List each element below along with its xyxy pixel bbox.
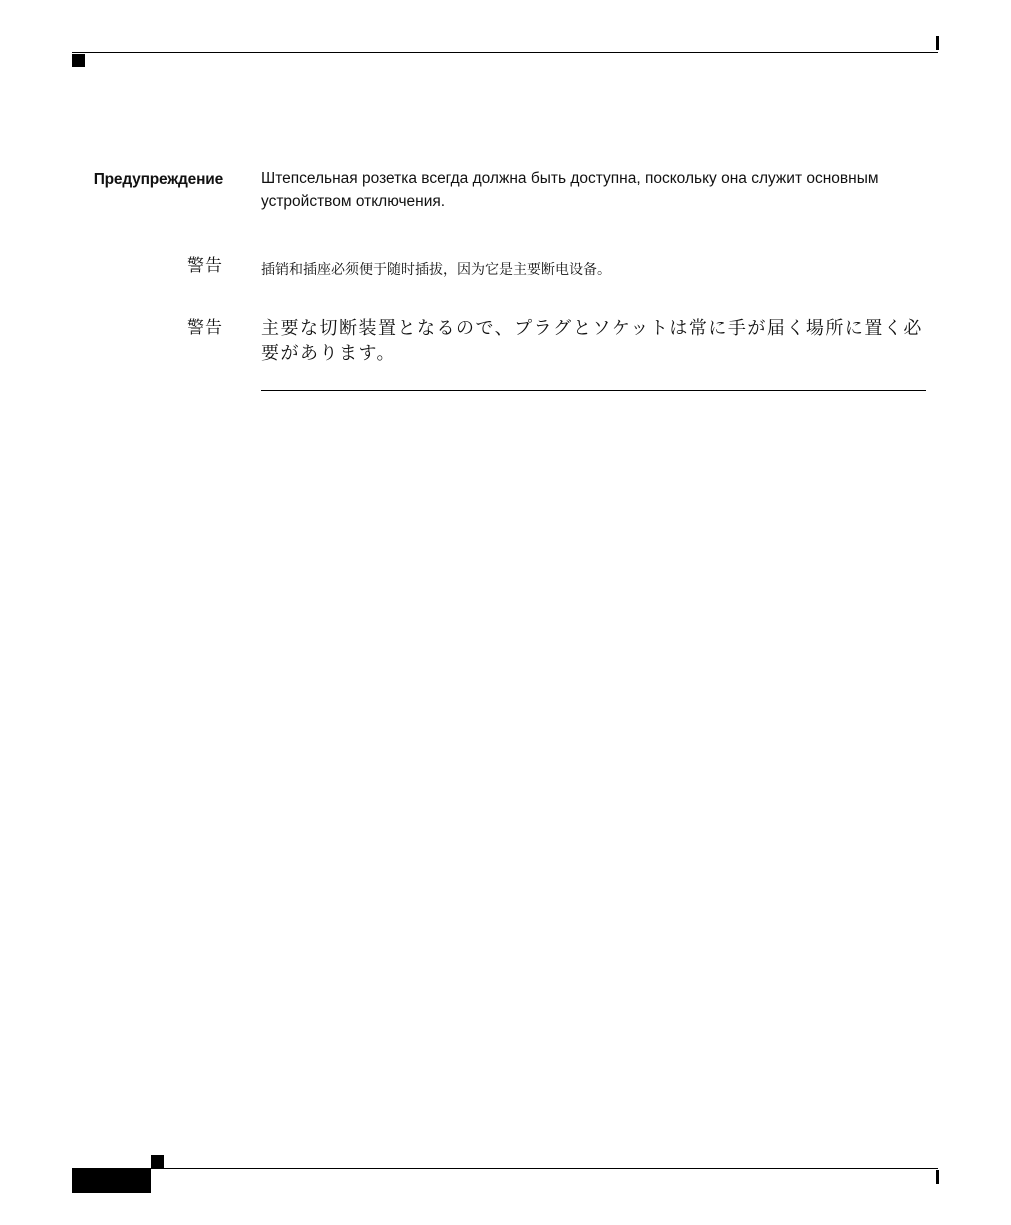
warning-text-japanese: 主要な切断装置となるので、プラグとソケットは常に手が届く場所に置く必要があります。 bbox=[261, 318, 923, 363]
warning-label-russian: Предупреждение bbox=[93, 171, 223, 188]
header-rule bbox=[72, 52, 938, 53]
warning-text-chinese: 插销和插座必须便于随时插拔，因为它是主要断电设备。 bbox=[261, 261, 611, 277]
footer-rule bbox=[72, 1168, 938, 1169]
section-end-rule bbox=[261, 390, 926, 391]
warning-label-japanese: 警告 bbox=[187, 318, 223, 337]
footer-page-bar bbox=[72, 1169, 151, 1193]
footer-square-marker bbox=[151, 1155, 164, 1168]
warning-label-chinese: 警告 bbox=[187, 256, 223, 275]
footer-tick-marker bbox=[936, 1170, 939, 1184]
header-tick-marker bbox=[936, 36, 939, 50]
header-square-marker bbox=[72, 54, 85, 67]
warning-text-russian: Штепсельная розетка всегда должна быть доступна, поскольку она служит основным устройством отключения. bbox=[261, 170, 879, 210]
